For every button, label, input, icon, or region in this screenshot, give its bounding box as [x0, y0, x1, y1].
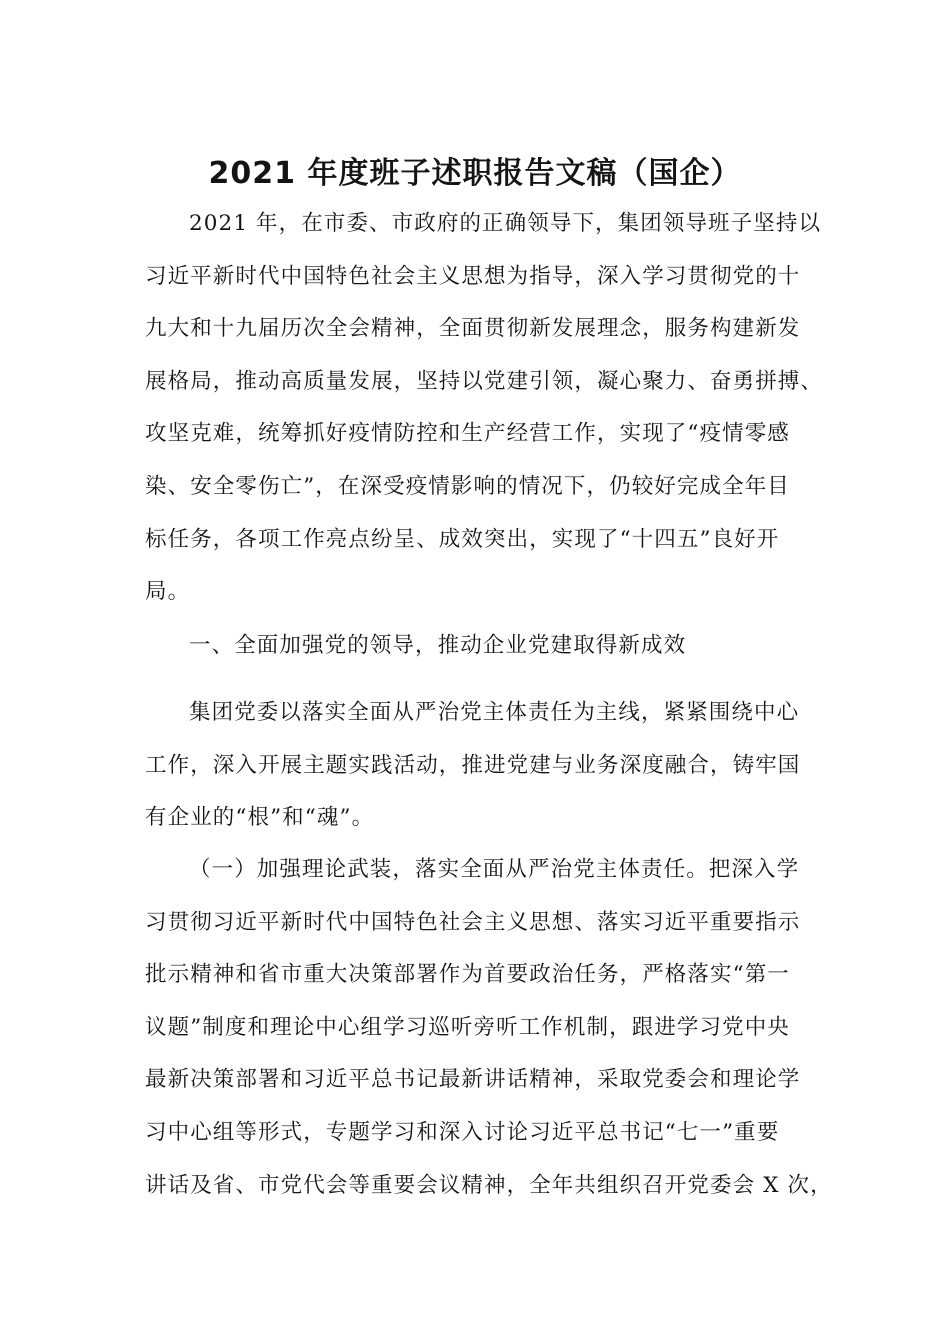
paragraph-line: 议题”制度和理论中心组学习巡听旁听工作机制，跟进学习党中央 — [145, 1014, 790, 1040]
paragraph-line: 工作，深入开展主题实践活动，推进党建与业务深度融合，铸牢国 — [145, 752, 801, 778]
paragraph-line: 批示精神和省市重大决策部署作为首要政治任务，严格落实“第一 — [145, 962, 790, 988]
paragraph-line: 集团党委以落实全面从严治党主体责任为主线，紧紧围绕中心 — [189, 700, 800, 725]
paragraph-line: 习贯彻习近平新时代中国特色社会主义思想、落实习近平重要指示 — [145, 909, 801, 935]
section-heading-1 — [145, 620, 809, 673]
paragraph-line: 展格局，推动高质量发展，坚持以党建引领，凝心聚力、奋勇拼搏、 — [145, 368, 824, 394]
paragraph-line: 攻坚克难，统筹抓好疫情防控和生产经营工作，实现了“疫情零感 — [145, 421, 790, 447]
document-title: 2021 年度班子述职报告文稿（国企） — [208, 156, 742, 191]
paragraph-line: 习近平新时代中国特色社会主义思想为指导，深入学习贯彻党的十 — [145, 263, 801, 289]
paragraph-line: 讲话及省、市党代会等重要会议精神，全年共组织召开党委会 X 次， — [145, 1172, 833, 1198]
paragraph-line: 染、安全零伤亡”，在深受疫情影响的情况下，仍较好完成全年目 — [145, 473, 790, 499]
paragraph-line: （一）加强理论武装，落实全面从严治党主体责任。把深入学 — [189, 857, 800, 882]
paragraph-line: 2021 年，在市委、市政府的正确领导下，集团领导班子坚持以 — [189, 211, 822, 236]
heading-line: 一、全面加强党的领导，推动企业党建取得新成效 — [189, 633, 687, 658]
paragraph-line: 习中心组等形式，专题学习和深入讨论习近平总书记“七一”重要 — [145, 1119, 780, 1145]
paragraph-line: 局。 — [145, 579, 191, 605]
paragraph-intro — [145, 198, 824, 619]
paragraph-line: 标任务，各项工作亮点纷呈、成效突出，实现了“十四五”良好开 — [145, 526, 780, 552]
paragraph-theory-study — [145, 844, 833, 1212]
paragraph-line: 最新决策部署和习近平总书记最新讲话精神，采取党委会和理论学 — [145, 1067, 801, 1093]
paragraph-line: 有企业的“根”和“魂”。 — [145, 805, 375, 831]
paragraph-line: 九大和十九届历次全会精神，全面贯彻新发展理念，服务构建新发 — [145, 316, 801, 342]
paragraph-party-committee — [145, 687, 809, 845]
